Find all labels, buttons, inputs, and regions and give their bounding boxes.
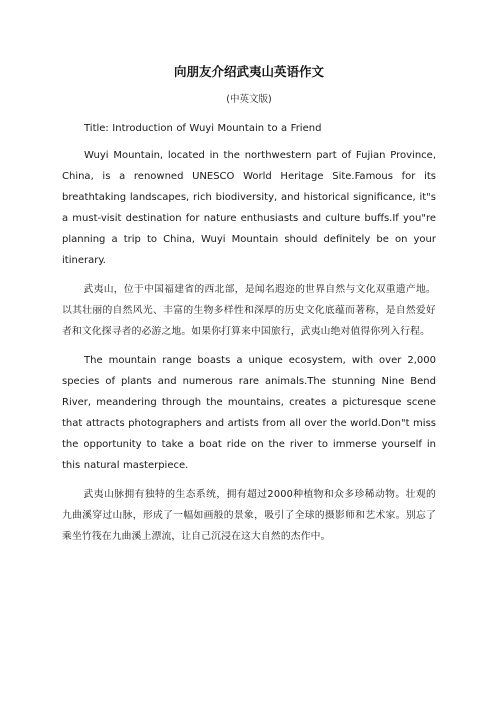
document-title: 向朋友介绍武夷山英语作文 (173, 64, 324, 79)
document-body (62, 118, 436, 547)
english-title-line: Title: Introduction of Wuyi Mountain to a Friend (84, 123, 322, 134)
paragraph-intro-english: Wuyi Mountain, located in the northwestern part of Fujian Province, China, is a renowned UNESCO World Heritage Site.Famous for its breathtaking landscapes, rich biodiversity, and historical significance, it"s a must-visit destination for nature enthusiasts and culture buffs.If you"re planning a trip to China, Wuyi Mountain should definitely be on your itinerary. (62, 150, 436, 266)
paragraph-ecosystem-chinese: 武夷山脉拥有独特的生态系统，拥有超过2000种植物和众多珍稀动物。壮观的九曲溪穿过山脉，形成了一幅如画般的景象，吸引了全球的摄影师和艺术家。别忘了乘坐竹筏在九曲溪上漂流，让自己沉浸在这大自然的杰作中。 (62, 489, 436, 542)
paragraph-ecosystem-english: The mountain range boasts a unique ecosystem, with over 2,000 species of plants and numerous rare animals.The stunning Nine Bend River, meandering through the mountains, creates a picturesque scene that attracts photographers and artists from all over the world.Don"t miss the opportunity to take a boat ride on the river to immerse yourself in this natural masterpiece. (62, 355, 436, 471)
paragraph-intro-chinese: 武夷山，位于中国福建省的西北部，是闻名遐迩的世界自然与文化双重遗产地。以其壮丽的自然风光、丰富的生物多样性和深厚的历史文化底蕴而著称，是自然爱好者和文化探寻者的必游之地。如果你打算来中国旅行，武夷山绝对值得你列入行程。 (62, 284, 436, 337)
document-subtitle: (中英文版) (226, 94, 272, 105)
